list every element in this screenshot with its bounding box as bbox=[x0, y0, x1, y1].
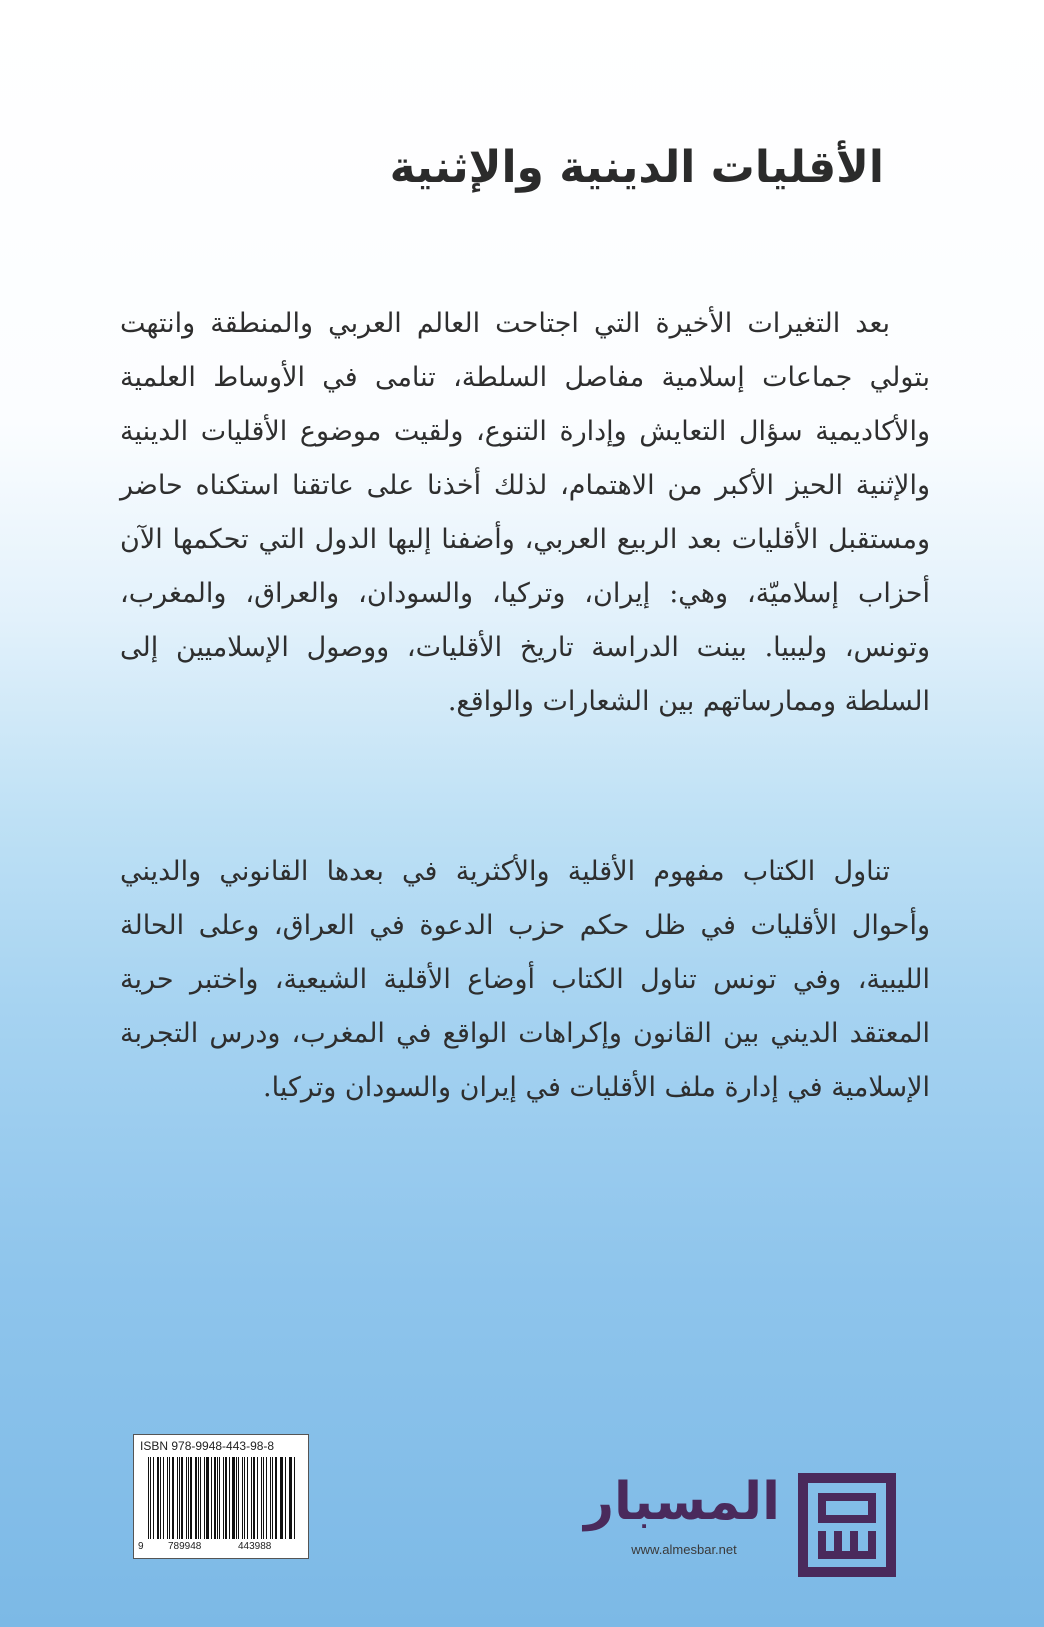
barcode-bar bbox=[217, 1457, 218, 1539]
barcode-bar bbox=[160, 1457, 161, 1539]
isbn-barcode-box bbox=[133, 1434, 309, 1559]
barcode-bar bbox=[242, 1457, 243, 1539]
barcode-bar bbox=[261, 1457, 262, 1539]
blurb-paragraph-1 bbox=[120, 297, 930, 729]
barcode-bar bbox=[211, 1457, 212, 1539]
barcode-bar bbox=[281, 1457, 282, 1539]
barcode-bar bbox=[186, 1457, 187, 1539]
barcode-bar bbox=[238, 1457, 239, 1539]
book-title: الأقليات الدينية والإثنية bbox=[389, 142, 884, 193]
barcode bbox=[148, 1457, 298, 1539]
barcode-bar bbox=[280, 1457, 281, 1539]
barcode-digit-lead: 9 bbox=[138, 1541, 144, 1552]
barcode-bar bbox=[169, 1457, 170, 1539]
barcode-bar bbox=[263, 1457, 264, 1539]
barcode-bar bbox=[188, 1457, 189, 1539]
barcode-bar bbox=[163, 1457, 164, 1539]
barcode-bar bbox=[150, 1457, 151, 1539]
barcode-digits-left: 789948 bbox=[168, 1541, 202, 1552]
barcode-bar bbox=[148, 1457, 149, 1539]
barcode-bar bbox=[204, 1457, 205, 1539]
barcode-bar bbox=[257, 1457, 258, 1539]
blurb-text-2: تناول الكتاب مفهوم الأقلية والأكثرية في بعدها القانوني والديني وأحوال الأقليات في ظل حكم حزب الدعوة في العراق، وعلى الحالة الليبية، وفي تونس تناول الكتاب أوضاع الأقلية الشيعية، واختبر حرية المعتقد الديني بين القانون وإكراهات الواقع في المغرب، ودرس التجربة الإسلامية في إدارة ملف الأقليات في إيران والسودان وتركيا. bbox=[120, 856, 930, 1103]
barcode-bar bbox=[167, 1457, 168, 1539]
barcode-bar bbox=[290, 1457, 291, 1539]
barcode-bar bbox=[225, 1457, 226, 1539]
barcode-bar bbox=[253, 1457, 255, 1539]
barcode-bar bbox=[223, 1457, 224, 1539]
barcode-bar bbox=[214, 1457, 215, 1539]
barcode-bar bbox=[266, 1457, 267, 1539]
barcode-bar bbox=[289, 1457, 290, 1539]
barcode-bar bbox=[157, 1457, 159, 1539]
barcode-bar bbox=[251, 1457, 252, 1539]
barcode-bar bbox=[195, 1457, 196, 1539]
barcode-digits-right: 443988 bbox=[238, 1541, 272, 1552]
barcode-bar bbox=[181, 1457, 182, 1539]
barcode-bar bbox=[275, 1457, 277, 1539]
barcode-bar bbox=[153, 1457, 154, 1539]
blurb-paragraph-2 bbox=[120, 845, 930, 1115]
barcode-bar bbox=[200, 1457, 201, 1539]
barcode-bar bbox=[294, 1457, 295, 1539]
publisher-url: www.almesbar.net bbox=[631, 1542, 737, 1557]
blurb-text-1: بعد التغيرات الأخيرة التي اجتاحت العالم العربي والمنطقة وانتهت بتولي جماعات إسلامية مفاصل السلطة، تنامى في الأوساط العلمية والأكاديمية سؤال التعايش وإدارة التنوع، ولقيت موضوع الأقليات الدينية والإثنية الحيز الأكبر من الاهتمام، لذلك أخذنا على عاتقنا استكناه حاضر ومستقبل الأقليات بعد الربيع العربي، وأضفنا إليها الدول التي تحكمها الآن أحزاب إسلاميّة، وهي: إيران، وتركيا، والسودان، والعراق، والمغرب، وتونس، وليبيا. بينت الدراسة تاريخ الأقليات، ووصول الإسلاميين إلى السلطة وممارساتهم بين الشعارات والواقع. bbox=[120, 308, 930, 717]
isbn-label: ISBN 978-9948-443-98-8 bbox=[140, 1439, 275, 1453]
barcode-bar bbox=[219, 1457, 220, 1539]
barcode-bar bbox=[179, 1457, 180, 1539]
barcode-bar bbox=[285, 1457, 286, 1539]
publisher-name: المسبار bbox=[584, 1472, 780, 1532]
barcode-bar bbox=[270, 1457, 271, 1539]
barcode-bar bbox=[236, 1457, 237, 1539]
barcode-bar bbox=[272, 1457, 273, 1539]
barcode-bar bbox=[172, 1457, 174, 1539]
barcode-bar bbox=[190, 1457, 192, 1539]
barcode-bar bbox=[198, 1457, 199, 1539]
publisher-logo-icon bbox=[788, 1467, 906, 1585]
barcode-bar bbox=[244, 1457, 245, 1539]
barcode-bar bbox=[177, 1457, 178, 1539]
barcode-bar bbox=[247, 1457, 248, 1539]
barcode-bar bbox=[229, 1457, 230, 1539]
barcode-bar bbox=[206, 1457, 208, 1539]
barcode-bar bbox=[232, 1457, 234, 1539]
